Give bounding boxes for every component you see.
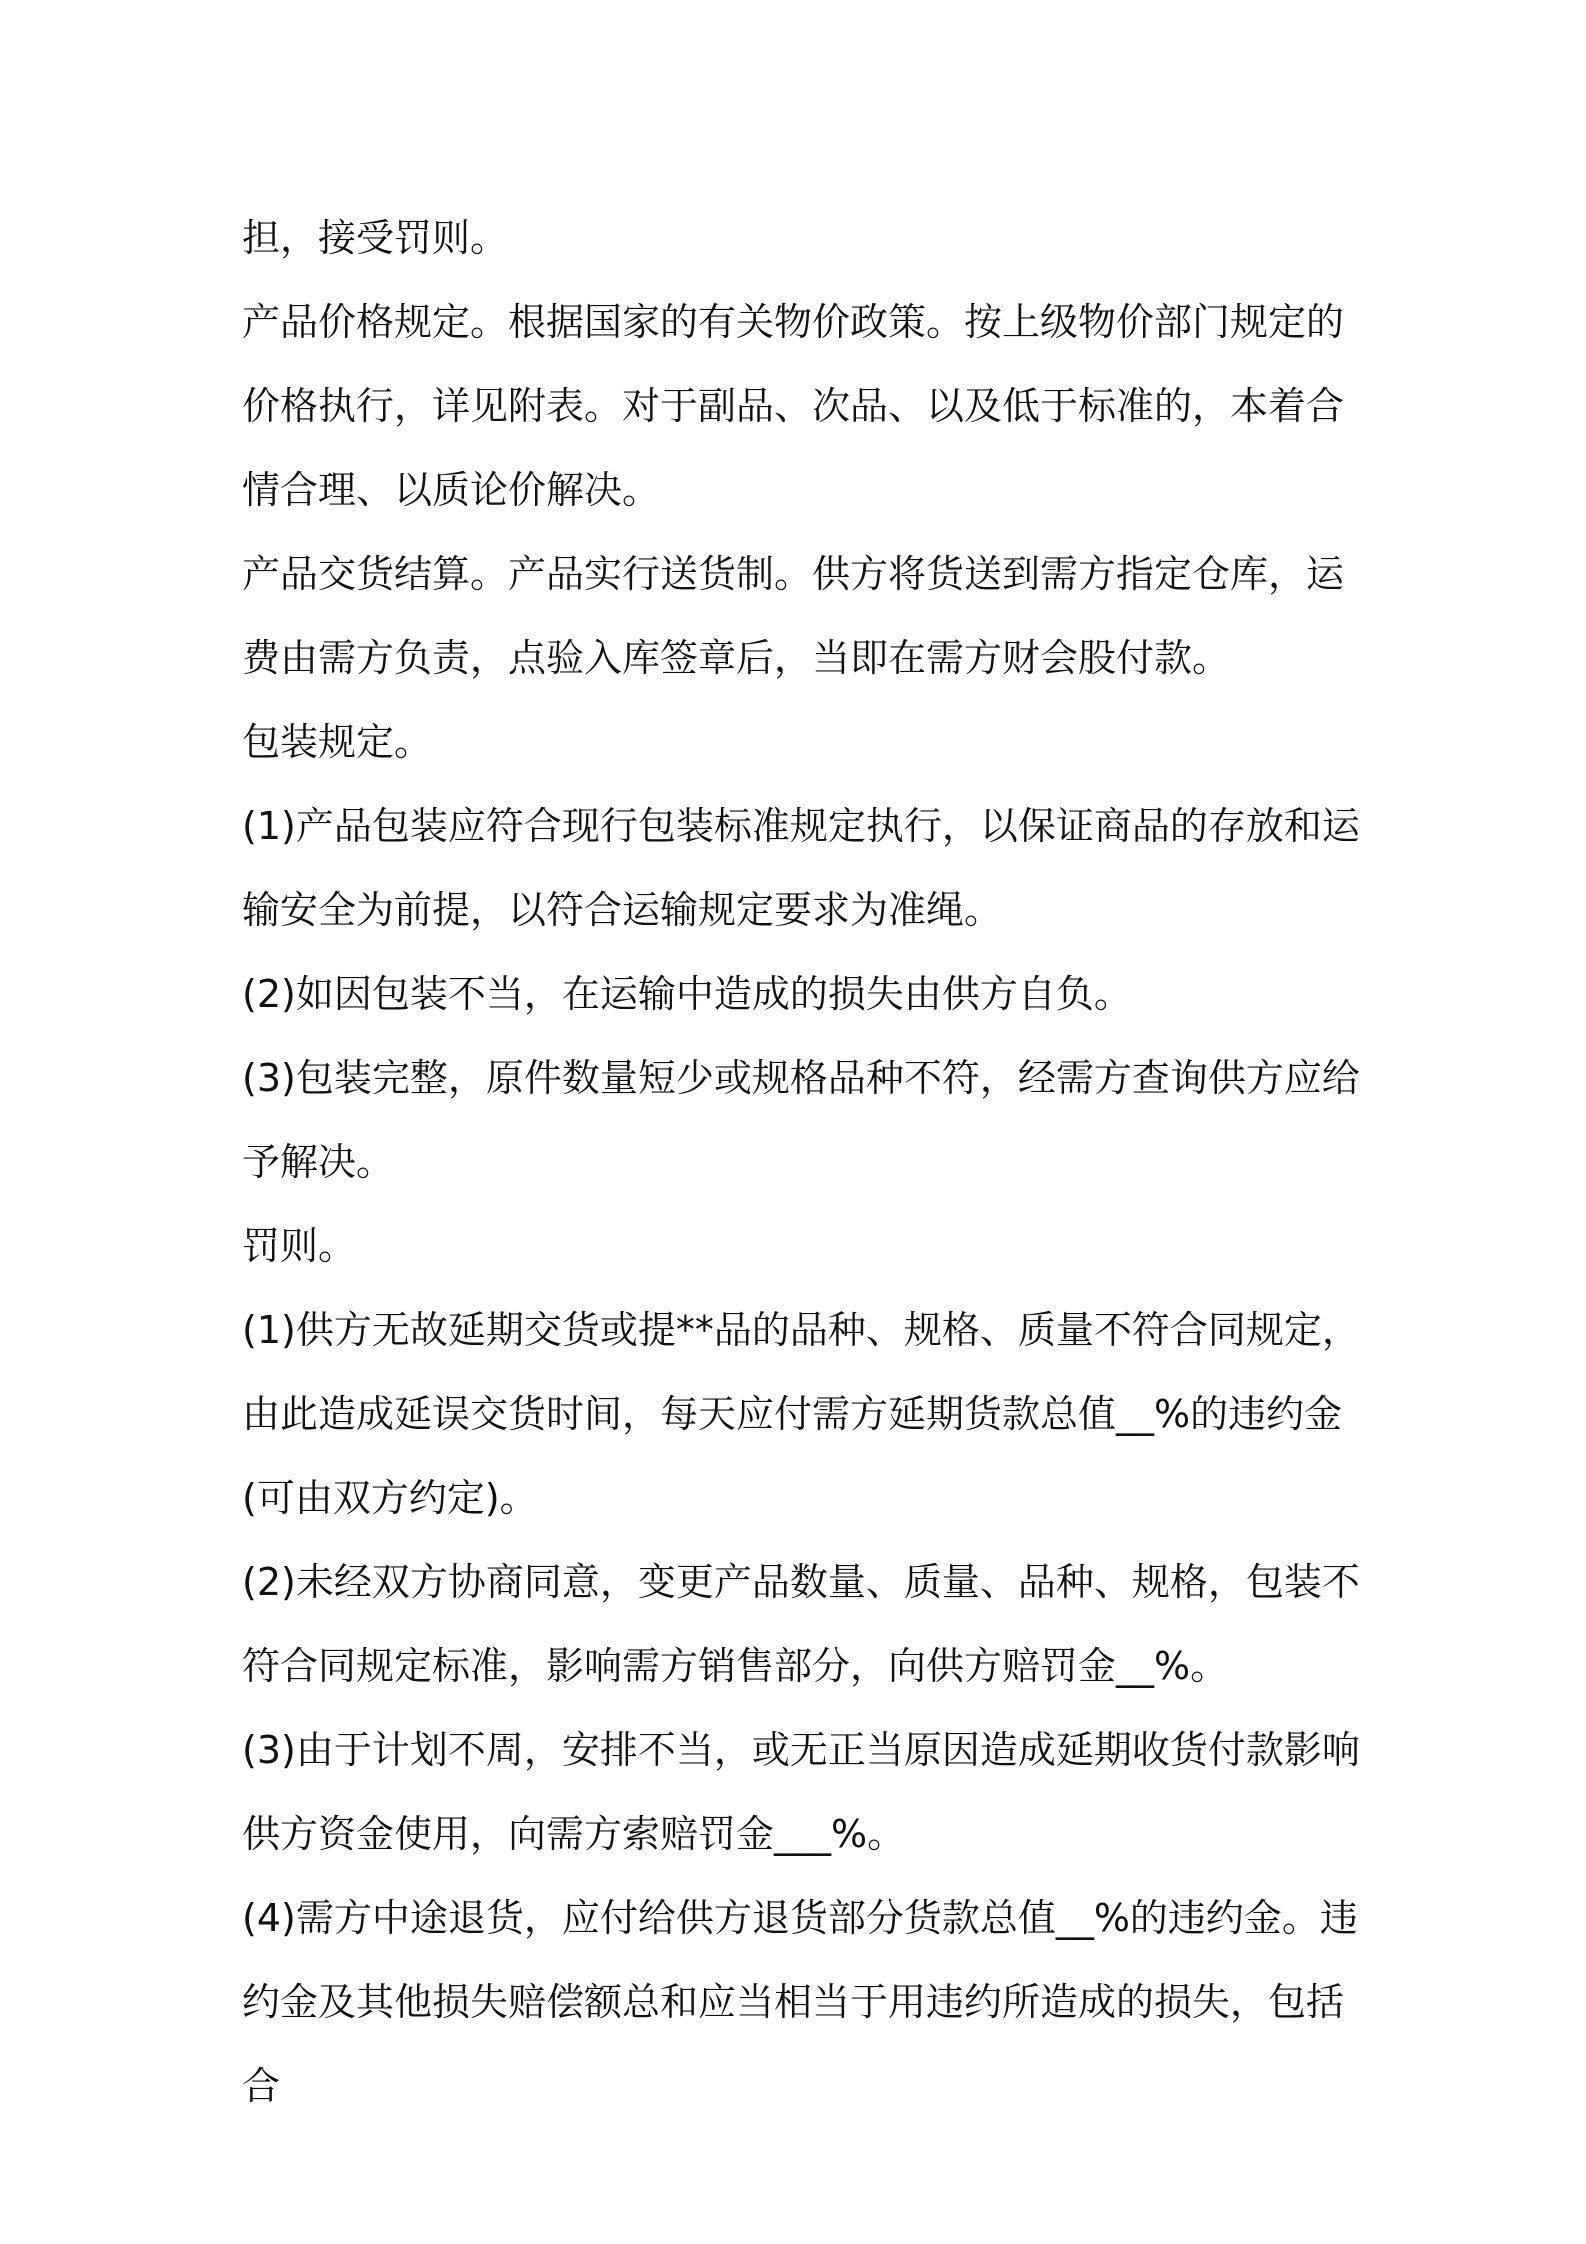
paragraph-price-rules: 产品价格规定。根据国家的有关物价政策。按上级物价部门规定的价格执行，详见附表。对于副品、次品、以及低于标准的，本着合情合理、以质论价解决。 (242, 300, 1345, 512)
paragraph-penalty-1: (1)供方无故延期交货或提**品的品种、规格、质量不符合同规定，由此造成延误交货时间，每天应付需方延期货款总值__%的违约金(可由双方约定)。 (242, 1308, 1360, 1520)
paragraph-packaging-1: (1)产品包装应符合现行包装标准规定执行，以保证商品的存放和运输安全为前提，以符合运输规定要求为准绳。 (242, 804, 1360, 932)
paragraph-delivery-settlement: 产品交货结算。产品实行送货制。供方将货送到需方指定仓库，运费由需方负责，点验入库签章后，当即在需方财会股付款。 (242, 552, 1345, 680)
paragraph-penalty-acceptance: 担，接受罚则。 (242, 216, 509, 260)
paragraph-penalty-3: (3)由于计划不周，安排不当，或无正当原因造成延期收货付款影响供方资金使用，向需方索赔罚金___%。 (242, 1728, 1360, 1856)
document-body (242, 196, 1360, 2128)
paragraph-packaging-3: (3)包装完整，原件数量短少或规格品种不符，经需方查询供方应给予解决。 (242, 1056, 1360, 1184)
paragraph-penalty-4: (4)需方中途退货，应付给供方退货部分货款总值__%的违约金。违约金及其他损失赔偿额总和应当相当于用违约所造成的损失，包括合 (242, 1896, 1358, 2108)
heading-penalties: 罚则。 (242, 1224, 357, 1268)
heading-packaging: 包装规定。 (242, 720, 433, 764)
paragraph-penalty-2: (2)未经双方协商同意，变更产品数量、质量、品种、规格，包装不符合同规定标准，影响需方销售部分，向供方赔罚金__%。 (242, 1560, 1360, 1688)
paragraph-packaging-2: (2)如因包装不当，在运输中造成的损失由供方自负。 (242, 972, 1132, 1016)
